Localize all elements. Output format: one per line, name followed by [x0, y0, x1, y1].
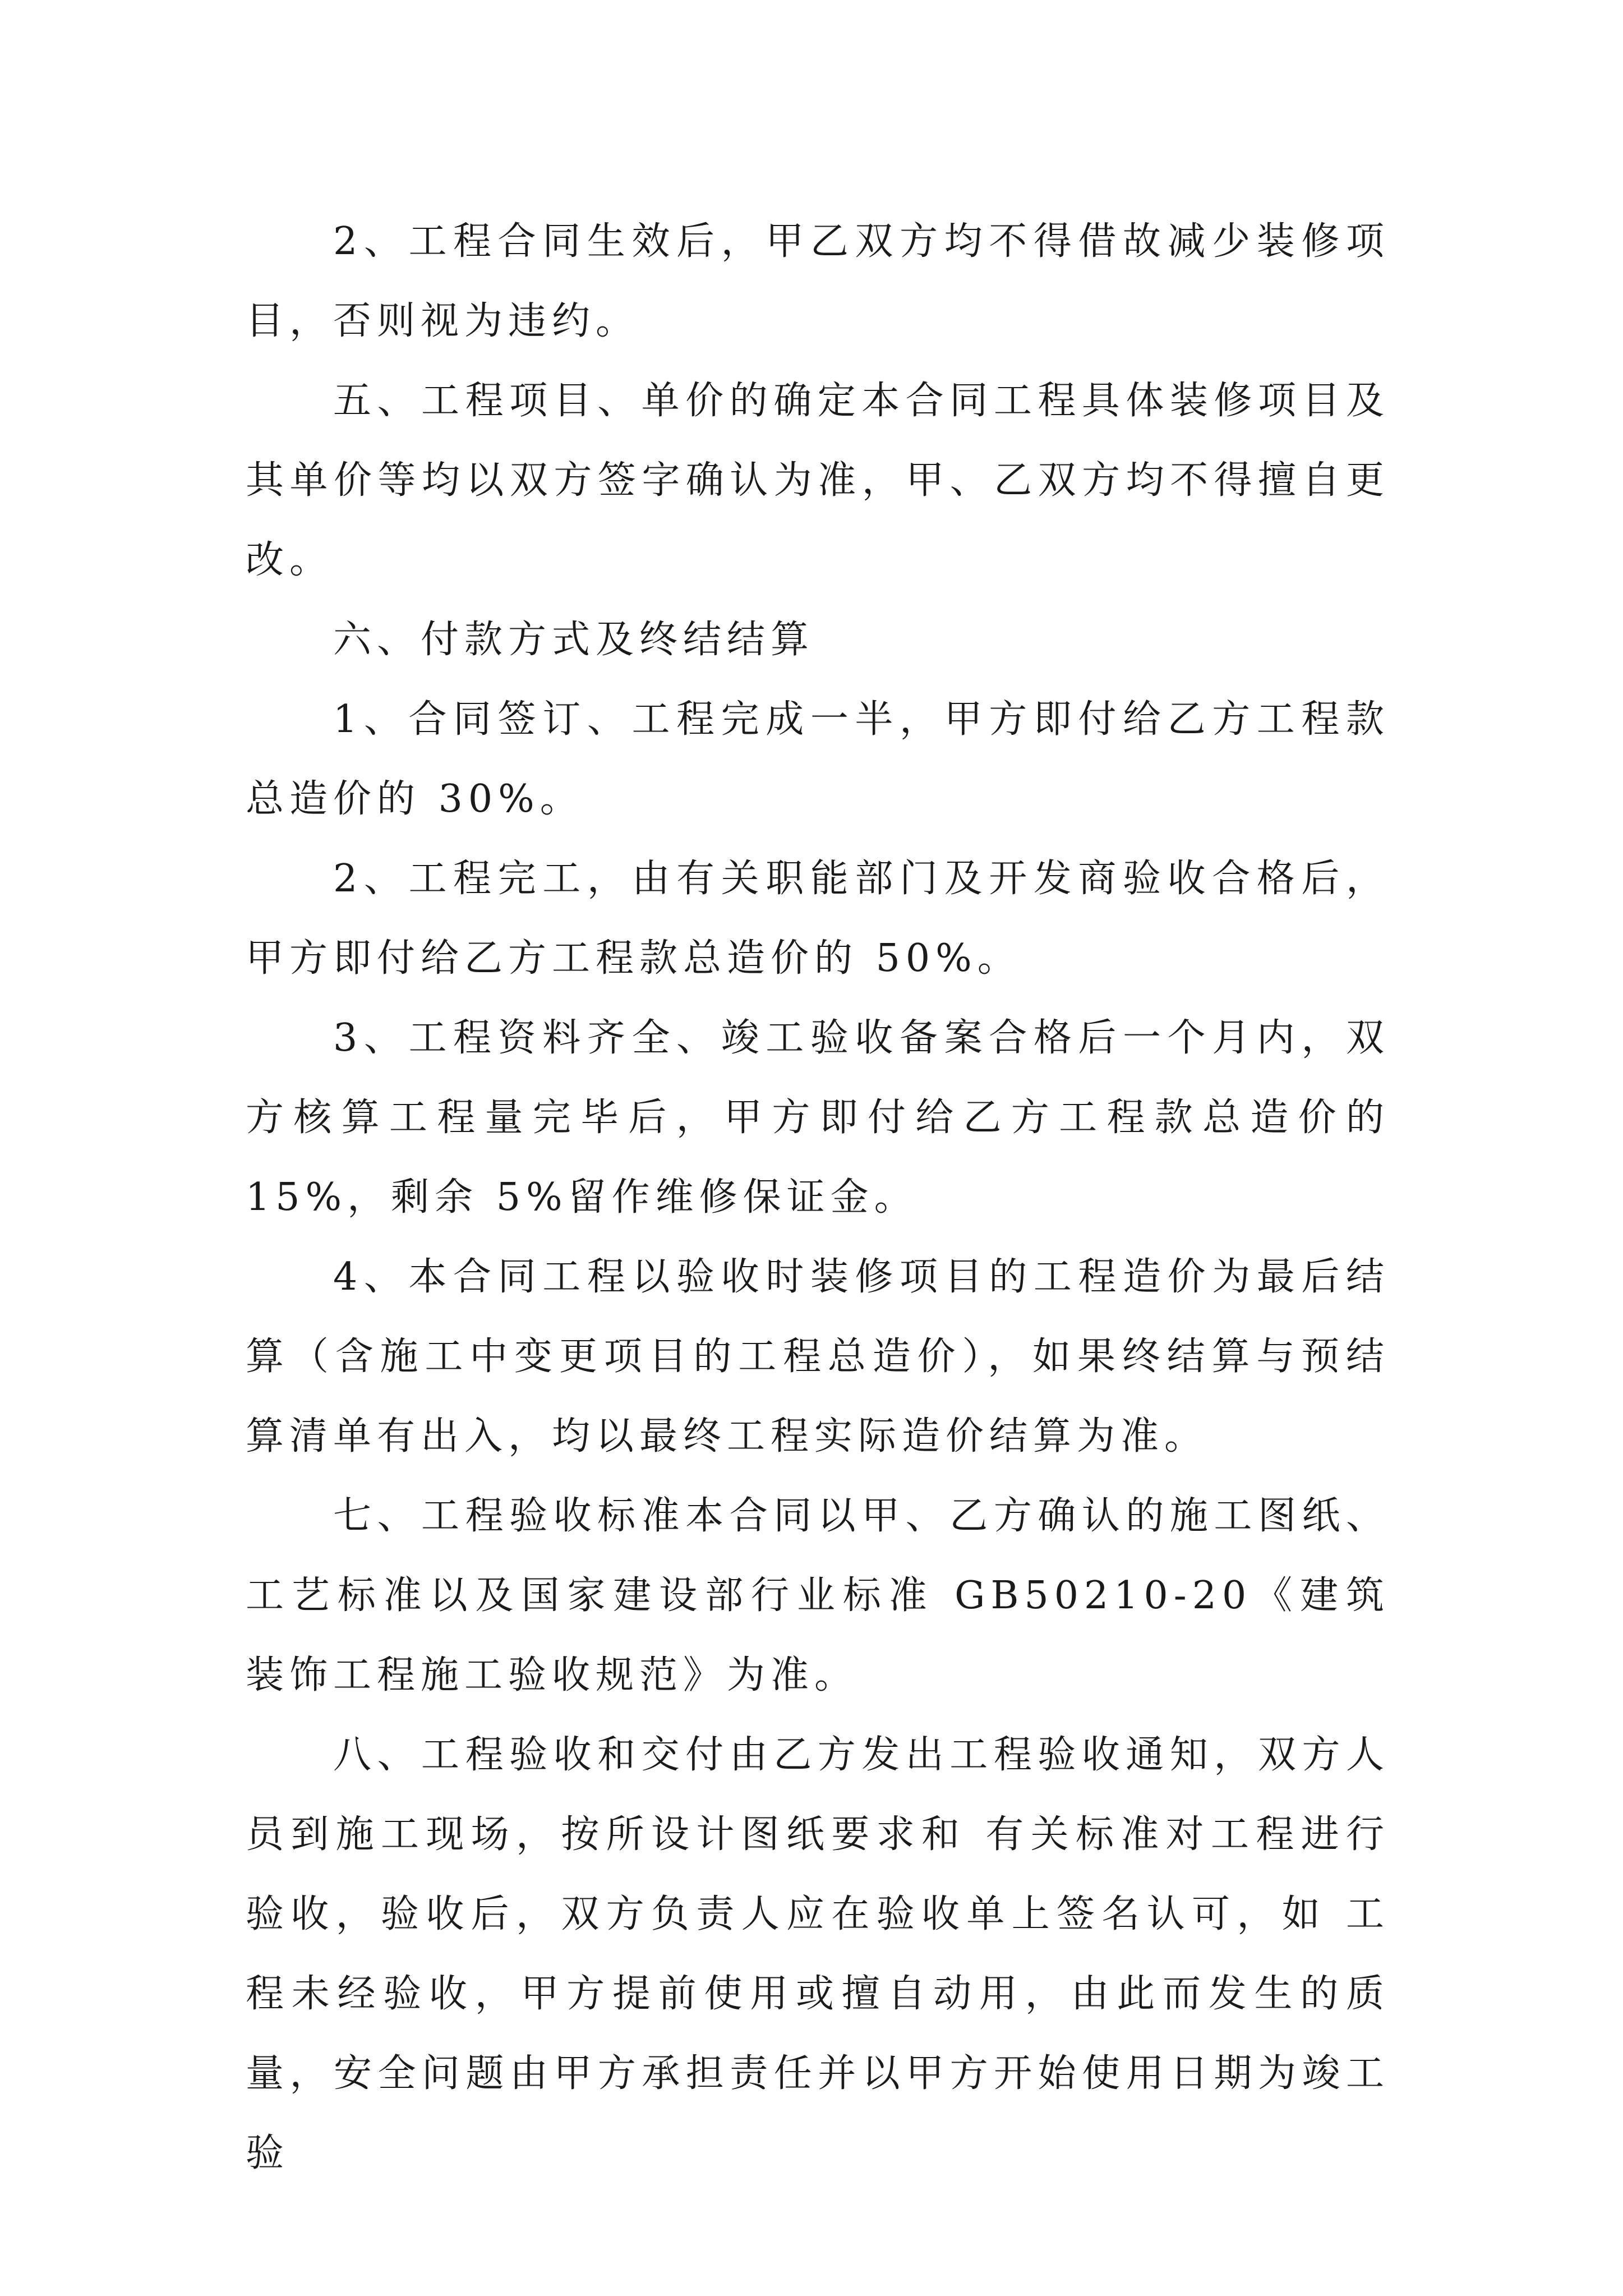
paragraph-clause-2-no-reduction: 2、工程合同生效后，甲乙双方均不得借故减少装修项目，否则视为违约。 [246, 219, 1390, 343]
paragraph-section-5-items-prices: 五、工程项目、单价的确定本合同工程具体装修项目及其单价等均以双方签字确认为准，甲、乙双方均不得擅自更改。 [246, 379, 1390, 582]
paragraph-payment-2: 2、工程完工，由有关职能部门及开发商验收合格后，甲方即付给乙方工程款总造价的 50%。 [246, 857, 1390, 981]
paragraph-section-7-acceptance-standard: 七、工程验收标准本合同以甲、乙方确认的施工图纸、工艺标准以及国家建设部行业标准 GB50210-20《建筑装饰工程施工验收规范》为准。 [246, 1494, 1390, 1697]
paragraph-payment-4: 4、本合同工程以验收时装修项目的工程造价为最后结算（含施工中变更项目的工程总造价），如果终结算与预结算清单有出入，均以最终工程实际造价结算为准。 [246, 1255, 1390, 1458]
paragraph-payment-1: 1、合同签订、工程完成一半，甲方即付给乙方工程款总造价的 30%。 [246, 697, 1390, 821]
paragraph-section-8-acceptance-delivery: 八、工程验收和交付由乙方发出工程验收通知，双方人员到施工现场，按所设计图纸要求和 有关标准对工程进行验收，验收后，双方负责人应在验收单上签名认可，如 工程未经验收，甲方提前使用或擅自动用，由此而发生的质量，安全问题由甲方承担责任并以甲方开始使用日期为竣工验 [246, 1733, 1390, 2175]
paragraph-payment-3: 3、工程资料齐全、竣工验收备案合格后一个月内，双方核算工程量完毕后，甲方即付给乙方工程款总造价的 15%，剩余 5%留作维修保证金。 [246, 1016, 1390, 1220]
document-body [246, 202, 1390, 2193]
paragraph-section-6-heading: 六、付款方式及终结结算 [333, 618, 815, 662]
